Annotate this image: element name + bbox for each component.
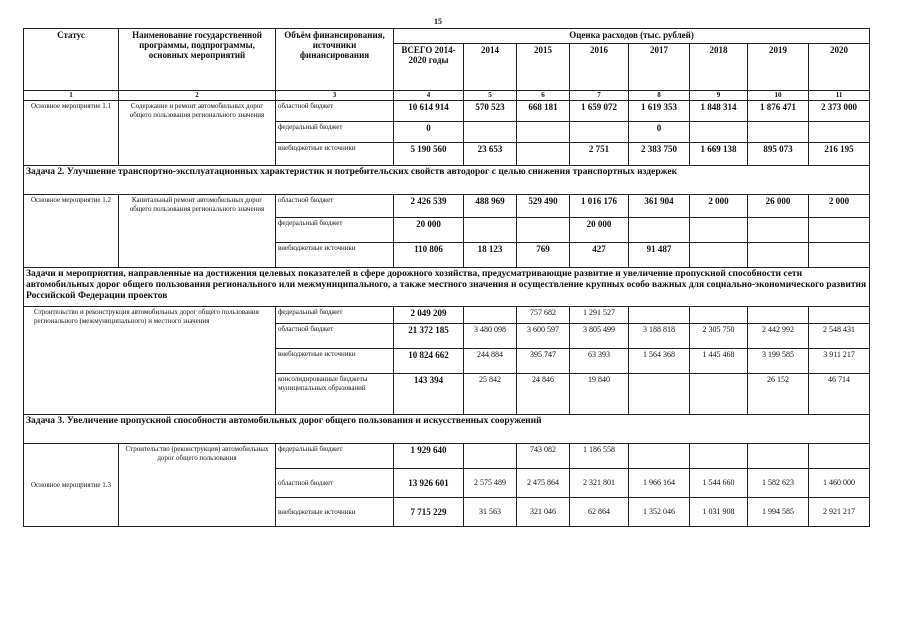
value-cell: 244 884 — [464, 349, 517, 374]
value-cell — [464, 307, 517, 324]
header-volume: Объём финансирования, источники финансирования — [276, 29, 394, 91]
value-cell: 31 563 — [464, 498, 517, 527]
value-cell: 361 904 — [629, 195, 690, 218]
value-cell: 1 929 640 — [394, 444, 464, 469]
value-cell — [809, 122, 870, 143]
name-cell: Капитальный ремонт автомобильных дорог общего пользования регионального значения — [119, 195, 276, 268]
value-cell: 110 806 — [394, 243, 464, 268]
value-cell: 3 188 818 — [629, 324, 690, 349]
value-cell: 757 682 — [517, 307, 570, 324]
col-number: 7 — [570, 91, 629, 101]
value-cell: 2 575 489 — [464, 469, 517, 498]
value-cell: 3 911 217 — [809, 349, 870, 374]
task-heading: Задача 2. Улучшение транспортно-эксплуатационных характеристик и потребительских свойств автодорог с целью снижения транспортных издержек — [24, 166, 870, 195]
value-cell: 23 653 — [464, 143, 517, 166]
source-cell: консолидированные бюджеты муниципальных образований — [276, 374, 394, 415]
column-number-row — [24, 91, 870, 101]
value-cell: 1 352 046 — [629, 498, 690, 527]
value-cell: 2 000 — [690, 195, 748, 218]
header-year: 2014 — [464, 44, 517, 91]
value-cell: 2 383 750 — [629, 143, 690, 166]
value-cell: 62 864 — [570, 498, 629, 527]
value-cell: 26 152 — [748, 374, 809, 415]
value-cell: 1 031 908 — [690, 498, 748, 527]
value-cell: 570 523 — [464, 101, 517, 122]
task-heading: Задачи и мероприятия, направленные на достижения целевых показателей в сфере дорожного хозяйства, предусматривающие развитие и увеличение пропускной способности сети автомобильных дорог общего пользования регионального или межмуниципального, а также местного значения и осуществление крупных особо важных для социально-экономического развития Российской Федерации проектов — [24, 268, 870, 307]
value-cell: 26 000 — [748, 195, 809, 218]
value-cell: 7 715 229 — [394, 498, 464, 527]
value-cell — [809, 218, 870, 243]
table-row — [24, 195, 870, 218]
value-cell: 25 842 — [464, 374, 517, 415]
value-cell: 1 291 527 — [570, 307, 629, 324]
value-cell: 668 181 — [517, 101, 570, 122]
table-row — [24, 101, 870, 122]
value-cell: 2 442 992 — [748, 324, 809, 349]
value-cell — [690, 243, 748, 268]
value-cell — [517, 122, 570, 143]
header-name: Наименование государственной программы, подпрограммы, основных мероприятий — [119, 29, 276, 91]
value-cell: 10 824 662 — [394, 349, 464, 374]
col-number: 8 — [629, 91, 690, 101]
status-cell: Основное мероприятие 1.1 — [24, 101, 119, 166]
value-cell: 20 000 — [394, 218, 464, 243]
value-cell — [629, 218, 690, 243]
value-cell: 2 548 431 — [809, 324, 870, 349]
value-cell: 1 582 623 — [748, 469, 809, 498]
source-cell: областной бюджет — [276, 469, 394, 498]
header-year: 2019 — [748, 44, 809, 91]
value-cell — [464, 218, 517, 243]
source-cell: областной бюджет — [276, 195, 394, 218]
header-total: ВСЕГО 2014-2020 годы — [394, 44, 464, 91]
value-cell: 895 073 — [748, 143, 809, 166]
value-cell — [629, 307, 690, 324]
value-cell: 3 805 499 — [570, 324, 629, 349]
value-cell — [629, 374, 690, 415]
value-cell: 216 195 — [809, 143, 870, 166]
value-cell: 529 490 — [517, 195, 570, 218]
value-cell: 769 — [517, 243, 570, 268]
value-cell: 488 969 — [464, 195, 517, 218]
value-cell — [690, 444, 748, 469]
value-cell: 2 049 209 — [394, 307, 464, 324]
col-number: 3 — [276, 91, 394, 101]
header-year: 2020 — [809, 44, 870, 91]
task-row — [24, 166, 870, 195]
col-number: 4 — [394, 91, 464, 101]
value-cell — [690, 218, 748, 243]
value-cell: 5 190 560 — [394, 143, 464, 166]
value-cell: 2 751 — [570, 143, 629, 166]
value-cell: 91 487 — [629, 243, 690, 268]
header-estimate: Оценка расходов (тыс. рублей) — [394, 29, 870, 44]
source-cell: областной бюджет — [276, 324, 394, 349]
value-cell — [809, 307, 870, 324]
col-number: 11 — [809, 91, 870, 101]
col-number: 2 — [119, 91, 276, 101]
name-cell: Строительство (реконструкция) автомобильных дорог общего пользования — [119, 444, 276, 527]
value-cell: 0 — [629, 122, 690, 143]
value-cell: 1 016 176 — [570, 195, 629, 218]
source-cell: внебюджетные источники — [276, 243, 394, 268]
value-cell: 2 000 — [809, 195, 870, 218]
header-year: 2015 — [517, 44, 570, 91]
name-cell: Строительство и реконструкция автомобильных дорог общего пользования регионального (межмуниципального) и местного значения — [24, 307, 276, 415]
header-year: 2018 — [690, 44, 748, 91]
value-cell: 3 600 597 — [517, 324, 570, 349]
value-cell — [690, 307, 748, 324]
value-cell — [748, 307, 809, 324]
header-year: 2017 — [629, 44, 690, 91]
value-cell: 2 305 750 — [690, 324, 748, 349]
value-cell — [748, 243, 809, 268]
value-cell: 20 000 — [570, 218, 629, 243]
source-cell: федеральный бюджет — [276, 218, 394, 243]
value-cell: 13 926 601 — [394, 469, 464, 498]
value-cell: 143 394 — [394, 374, 464, 415]
value-cell: 2 921 217 — [809, 498, 870, 527]
value-cell — [629, 444, 690, 469]
value-cell: 0 — [394, 122, 464, 143]
value-cell: 19 840 — [570, 374, 629, 415]
value-cell: 46 714 — [809, 374, 870, 415]
value-cell: 1 619 353 — [629, 101, 690, 122]
value-cell: 1 460 000 — [809, 469, 870, 498]
value-cell — [809, 444, 870, 469]
value-cell — [748, 444, 809, 469]
value-cell: 1 669 138 — [690, 143, 748, 166]
value-cell: 1 544 660 — [690, 469, 748, 498]
value-cell: 1 445 468 — [690, 349, 748, 374]
value-cell: 743 082 — [517, 444, 570, 469]
value-cell — [464, 444, 517, 469]
value-cell: 395 747 — [517, 349, 570, 374]
value-cell: 24 846 — [517, 374, 570, 415]
value-cell: 321 046 — [517, 498, 570, 527]
value-cell: 63 393 — [570, 349, 629, 374]
source-cell: внебюджетные источники — [276, 143, 394, 166]
status-cell: Основное мероприятие 1.3 — [24, 444, 119, 527]
value-cell — [690, 122, 748, 143]
table-row — [24, 307, 870, 324]
value-cell — [517, 143, 570, 166]
page-number: 15 — [434, 17, 442, 26]
value-cell — [517, 218, 570, 243]
expenditure-table — [23, 28, 870, 527]
name-cell: Содержание и ремонт автомобильных дорог общего пользования регионального значения — [119, 101, 276, 166]
value-cell: 2 373 000 — [809, 101, 870, 122]
value-cell: 1 564 368 — [629, 349, 690, 374]
value-cell: 1 186 558 — [570, 444, 629, 469]
col-number: 1 — [24, 91, 119, 101]
value-cell: 1 994 585 — [748, 498, 809, 527]
value-cell — [570, 122, 629, 143]
value-cell — [748, 218, 809, 243]
status-cell: Основное мероприятие 1.2 — [24, 195, 119, 268]
source-cell: федеральный бюджет — [276, 444, 394, 469]
source-cell: федеральный бюджет — [276, 122, 394, 143]
value-cell: 427 — [570, 243, 629, 268]
col-number: 10 — [748, 91, 809, 101]
header-year: 2016 — [570, 44, 629, 91]
header-row — [24, 29, 870, 44]
value-cell: 1 876 471 — [748, 101, 809, 122]
col-number: 6 — [517, 91, 570, 101]
value-cell: 18 123 — [464, 243, 517, 268]
col-number: 9 — [690, 91, 748, 101]
col-number: 5 — [464, 91, 517, 101]
task-row — [24, 415, 870, 444]
value-cell — [809, 243, 870, 268]
source-cell: внебюджетные источники — [276, 349, 394, 374]
value-cell: 1 966 164 — [629, 469, 690, 498]
value-cell: 1 659 072 — [570, 101, 629, 122]
source-cell: внебюджетные источники — [276, 498, 394, 527]
value-cell: 2 475 864 — [517, 469, 570, 498]
source-cell: областной бюджет — [276, 101, 394, 122]
source-cell: федеральный бюджет — [276, 307, 394, 324]
value-cell — [748, 122, 809, 143]
value-cell: 3 199 585 — [748, 349, 809, 374]
value-cell: 1 848 314 — [690, 101, 748, 122]
value-cell: 2 426 539 — [394, 195, 464, 218]
value-cell — [690, 374, 748, 415]
task-heading: Задача 3. Увеличение пропускной способности автомобильных дорог общего пользования и искусственных сооружений — [24, 415, 870, 444]
value-cell: 2 321 801 — [570, 469, 629, 498]
table-row — [24, 444, 870, 469]
value-cell: 10 614 914 — [394, 101, 464, 122]
value-cell: 21 372 185 — [394, 324, 464, 349]
value-cell: 3 480 098 — [464, 324, 517, 349]
task-row — [24, 268, 870, 307]
header-status: Статус — [24, 29, 119, 91]
value-cell — [464, 122, 517, 143]
